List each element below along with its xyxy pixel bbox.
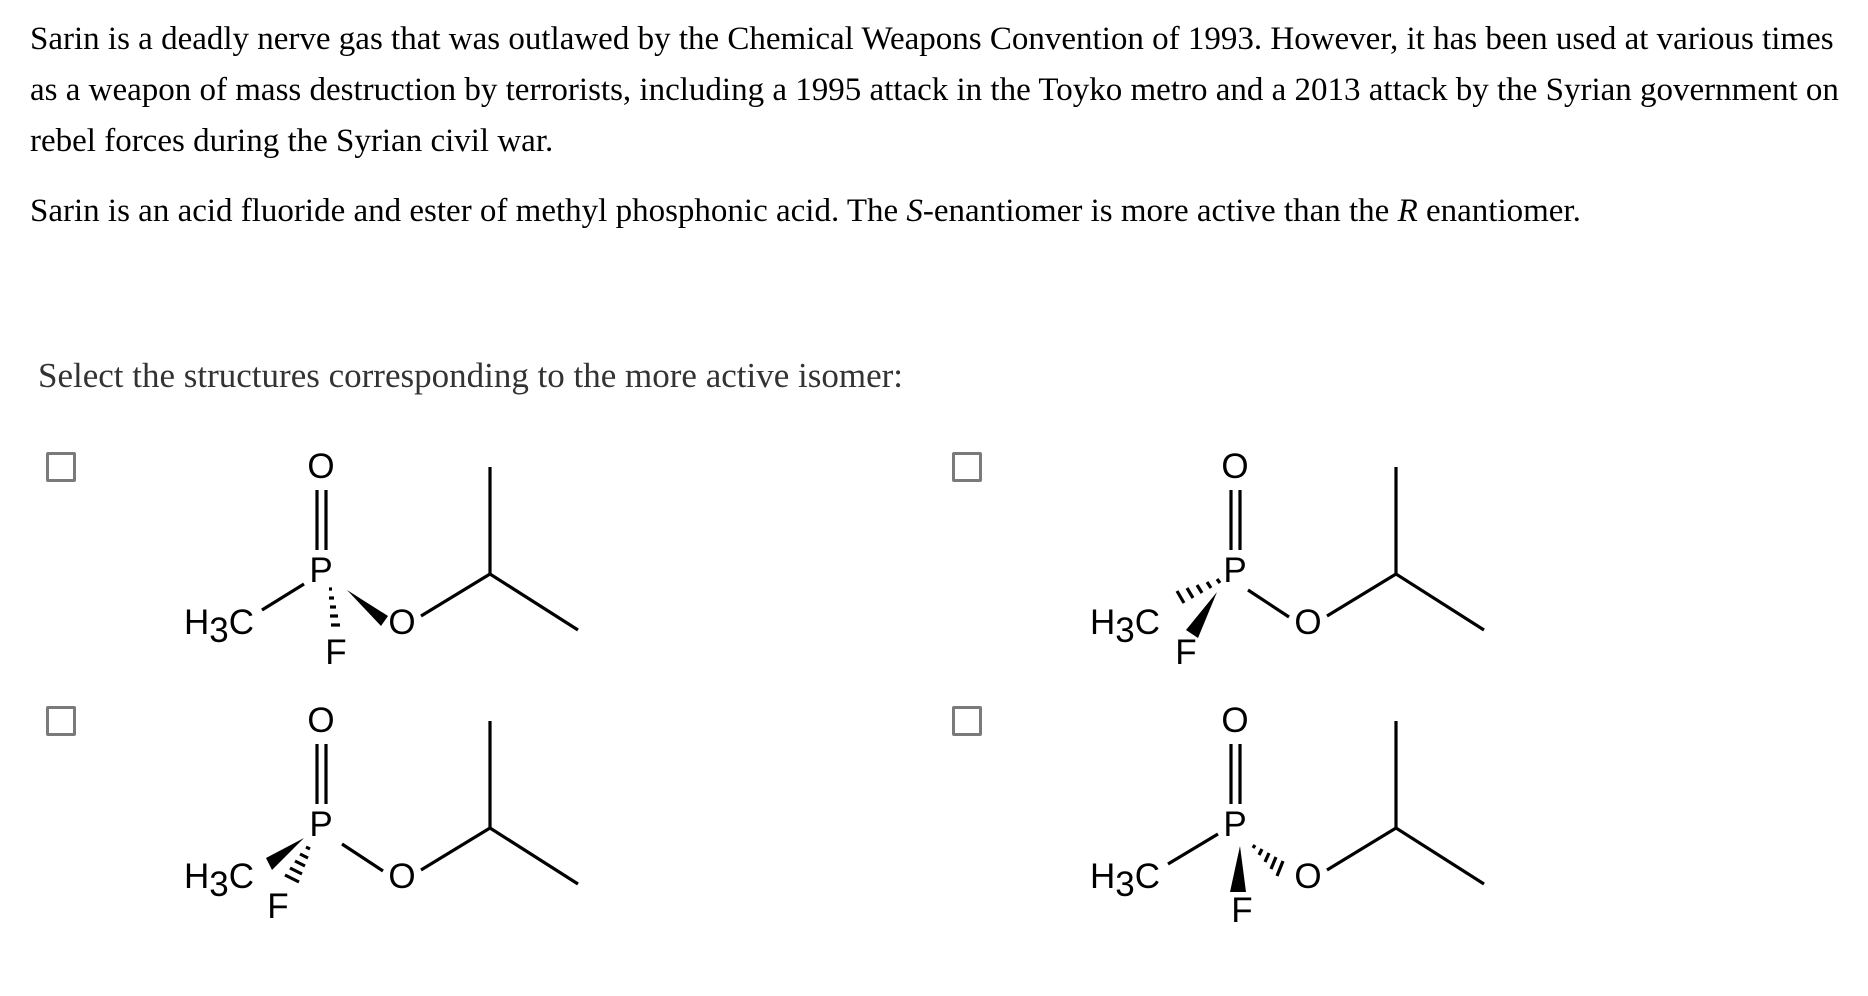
hashed-wedge-f — [329, 589, 340, 625]
ester-oxygen-label: O — [388, 603, 416, 642]
methyl-label: H3C — [1090, 603, 1161, 650]
fluorine-label: F — [1231, 891, 1253, 930]
methyl-branch — [1396, 574, 1484, 630]
phosphorus-label: P — [1223, 551, 1247, 590]
methyl-label: H3C — [184, 603, 255, 650]
option-2-structure — [952, 447, 1512, 672]
option-4-structure — [952, 701, 1512, 930]
ester-oxygen-label: O — [1294, 603, 1322, 642]
methyl-bond — [262, 584, 304, 610]
fluorine-label: F — [325, 633, 347, 672]
intro-paragraph-2 — [30, 186, 1850, 237]
phosphorus-label: P — [309, 551, 333, 590]
methyl-branch — [490, 828, 578, 884]
oxygen-label: O — [307, 447, 335, 486]
o-ch-bond — [421, 574, 490, 616]
phosphorus-label: P — [309, 805, 333, 844]
methyl-branch — [490, 574, 578, 630]
methyl-branch — [1396, 828, 1484, 884]
ester-oxygen-label: O — [1294, 857, 1322, 896]
s-label: S — [906, 193, 923, 229]
ester-oxygen-label: O — [388, 857, 416, 896]
fluorine-label: F — [267, 887, 289, 926]
fluorine-label: F — [1175, 633, 1197, 672]
option-3-structure — [46, 701, 606, 926]
solid-wedge-methyl — [266, 838, 304, 870]
oxygen-label: O — [307, 701, 335, 740]
question-prompt: Select the structures corresponding to the more active isomer: — [38, 356, 904, 395]
hashed-wedge-o — [1253, 845, 1283, 876]
phosphorus-label: P — [1223, 805, 1247, 844]
oxygen-label: O — [1221, 447, 1249, 486]
p-o-bond — [1248, 590, 1289, 617]
o-ch-bond — [1327, 574, 1396, 616]
methyl-bond — [1168, 834, 1218, 864]
solid-wedge-f — [1230, 846, 1246, 892]
solid-wedge-o — [347, 590, 388, 626]
o-ch-bond — [1327, 828, 1396, 870]
option-1-structure — [46, 447, 606, 672]
p2-text-b: -enantiomer is more active than the — [922, 193, 1398, 229]
p-o-bond — [342, 844, 383, 871]
oxygen-label: O — [1221, 701, 1249, 740]
p2-text-c: enantiomer. — [1417, 193, 1581, 229]
intro-paragraph-1: Sarin is a deadly nerve gas that was outlawed by the Chemical Weapons Convention of 1993. However, it has been used at various times as a weapon of mass destruction by terrorists, including a 1995 attack in the Toyko metro and a 2013 attack by the Syrian government on rebel forces during the Syrian civil war. — [30, 21, 1839, 159]
r-label: R — [1397, 193, 1418, 229]
p2-text-a: Sarin is an acid fluoride and ester of methyl phosphonic acid. The — [30, 193, 907, 229]
methyl-label: H3C — [184, 857, 255, 904]
o-ch-bond — [421, 828, 490, 870]
solid-wedge-f — [1186, 592, 1217, 638]
methyl-label: H3C — [1090, 857, 1161, 904]
